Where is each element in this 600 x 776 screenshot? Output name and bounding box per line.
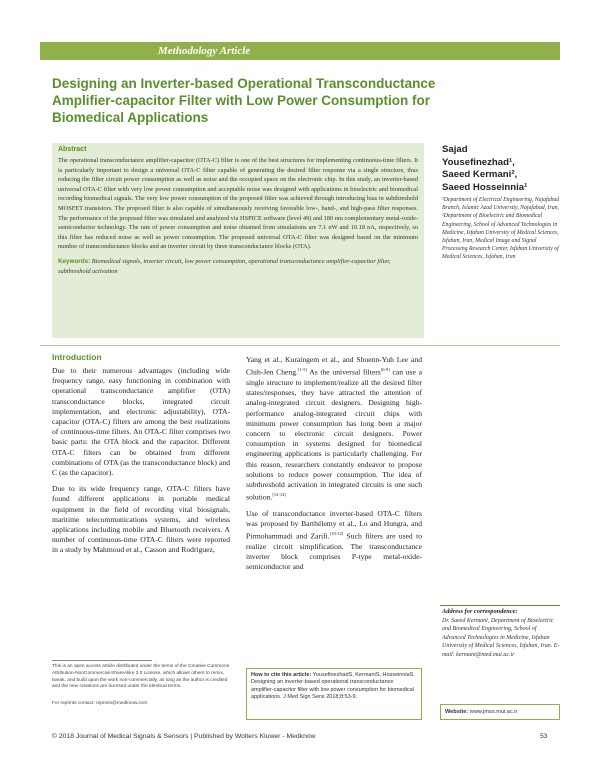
correspondence-label: Address for correspondence: bbox=[442, 608, 518, 615]
reprints-contact: For reprints contact: reprints@medknow.com bbox=[52, 701, 148, 706]
correspondence-text: Dr. Saeed Kermani, Department of Bioelectric and Biomedical Engineering, School of Advanced Technologies in Medicine, Isfahan University of Medical Sciences, Isfahan, Iran. E-mail: kermani@med.mui.ac.ir bbox=[442, 618, 560, 658]
body-paragraph: Use of transconductance inverter-based OTA-C filters was proposed by Barthélemy et al., Lo and Hungra, and Pirmohammadi and Zarifi.[10-12] Such filters are used to realize circuit simplification. The transconductance inverter block comprises P-type metal-oxide-semiconductor and bbox=[246, 508, 422, 572]
citation-box bbox=[246, 668, 422, 720]
body-paragraph: Due to their numerous advantages (including wide frequency range, easy functioning in combination with operational transconductance amplifier (OTA) transconductance blocks, integrated circuit implementation, and electronic adjustability), OTA-capacitor (OTA-C) filters are among the best realizations of continuous-time filters. An OTA-C filter comprises two basic parts: the OTA block and the capacitor. Different OTA-C filters can be obtained from different combinations of OTA (as the transconductance block) and C (as the capacitor). bbox=[52, 366, 230, 478]
article-type-label: Methodology Article bbox=[158, 45, 251, 57]
abstract-text: The operational transconductance amplifier-capacitor (OTA-C) filter is one of the best structures for implementing continuous-time filters. It is particularly important to design a universal OTA-C filter capable of generating the desired filter response via a single structure, thus reducing the filter circuit power consumption as well as noise and the occupied space on the electronic chip. In this study, an inverter-based universal OTA-C filter with very low power consumption and acceptable noise was designed with applications in bioelectric and biomedical recording biomedical signals. The very low power consumption of the proposed filter was achieved through introducing bias in subthreshold MOSFET transistors. The proposed filter is also capable of simultaneously receiving favorable low-, band-, and high-pass filter responses. The performance of the proposed filter was simulated and analyzed via HSPICE software (level 49) and 180 nm complementary metal-oxide-semiconductor technology. The rate of power consumption and noise obtained from simulations are 7.1 nW and 10.18 nA, respectively, so this filter has reduced noise as well as power consumption. The proposed universal OTA-C filter was designed based on the minimum number of transconductance blocks and an inverter circuit by three transconductance blocks (OTA). bbox=[58, 157, 418, 251]
introduction-heading: Introduction bbox=[52, 352, 102, 362]
keywords-label: Keywords: bbox=[58, 257, 91, 265]
keywords-text: Biomedical signals, inverter circuit, low power consumption, operational transconductance amplifier-capacitor filter, subthreshold activation bbox=[58, 257, 391, 275]
footer-copyright: © 2018 Journal of Medical Signals & Sensors | Published by Wolters Kluwer - Medknow bbox=[52, 733, 316, 740]
body-paragraph: Due to its wide frequency range, OTA-C filters have found different applications in portable medical equipment in the field of recording vital biosignals, maritime telecommunications systems, and wireless applications including mobile and Bluetooth receivers. A number of continuous-time OTA-C filters were reported in a study by Mahmoud et al., Casson and Rodriguez, bbox=[52, 484, 230, 555]
abstract-box bbox=[52, 143, 424, 338]
abstract-label: Abstract bbox=[58, 146, 87, 153]
website-box bbox=[440, 704, 560, 720]
citation-ref: [12-14] bbox=[272, 492, 286, 498]
citation-ref: [1-5] bbox=[297, 367, 307, 373]
website-link[interactable]: www.jmss.mui.ac.ir bbox=[469, 709, 518, 715]
keywords bbox=[58, 257, 418, 276]
author-affiliations: ¹Department of Electrical Engineering, Najafabad Branch, Islamic Azad University, Najafabad, Iran, ²Department of Bioelectric and Biomedical Engineering, School of Advanced Technologies in Medicine, Isfahan University of Medical Sciences, Isfahan, Iran, Medical Image and Signal Processing Research Center, Isfahan University of Medical Sciences, Isfahan, Iran bbox=[442, 197, 560, 261]
author-name: Saeed Hosseinnia¹ bbox=[442, 181, 528, 193]
citation-label: How to cite this article: bbox=[251, 672, 312, 678]
citation-ref: [10-12] bbox=[329, 531, 344, 537]
correspondence-rule bbox=[440, 605, 560, 606]
website-label: Website: bbox=[445, 709, 469, 715]
citation-ref: [6-9] bbox=[380, 367, 390, 373]
body-paragraph: Yang et al., Kuraingem et al., and Shuenn-Yuh Lee and Chih-Jen Cheng.[1-5] As the universal filters[6-9] can use a single structure to implement/realize all the desired filter states/responses, they have attracted the attention of analog-integrated circuit designers. Designing high-performance analog-integrated circuit chips with minimum power consumption has long been a major concern to electronic circuit designers. Power consumption in systems designed for biomedical engineering applications is particularly challenging. For this reason, researchers constantly endeavor to propose solutions to reduce power consumption. The idea of subthreshold activation in integrated circuits is one such solution.[12-14] bbox=[246, 355, 422, 502]
author-name: Sajad bbox=[442, 144, 468, 155]
section-divider bbox=[40, 345, 560, 346]
article-type-banner bbox=[40, 42, 560, 60]
license-notice: This is an open access article distributed under the terms of the Creative Commons Attribution-NonCommercial-ShareAlike 3.0 License, which allows others to remix, tweak, and build upon the work non-commercially, as long as the author is credited and the new creations are licensed under the identical terms. bbox=[52, 664, 230, 690]
license-rule bbox=[52, 660, 152, 661]
body-column-right bbox=[246, 355, 422, 579]
article-title: Designing an Inverter-based Operational Transconductance Amplifier-capacitor Filter with Low Power Consumption for Biomedical Applications bbox=[52, 76, 436, 125]
page-number: 53 bbox=[540, 733, 548, 740]
citation-text: YousefinezhadS, KermaniS, HosseinniaS. Designing an inverter-based operational transconductance amplifier-capacitor filter with low power consumption for biomedical applications. J Med Sign Sens 2018;8:53-9. bbox=[251, 672, 415, 701]
author-name: Yousefinezhad¹, bbox=[442, 156, 515, 168]
body-column-left bbox=[52, 366, 230, 562]
author-list bbox=[442, 144, 562, 194]
author-name: Saeed Kermani², bbox=[442, 169, 518, 181]
